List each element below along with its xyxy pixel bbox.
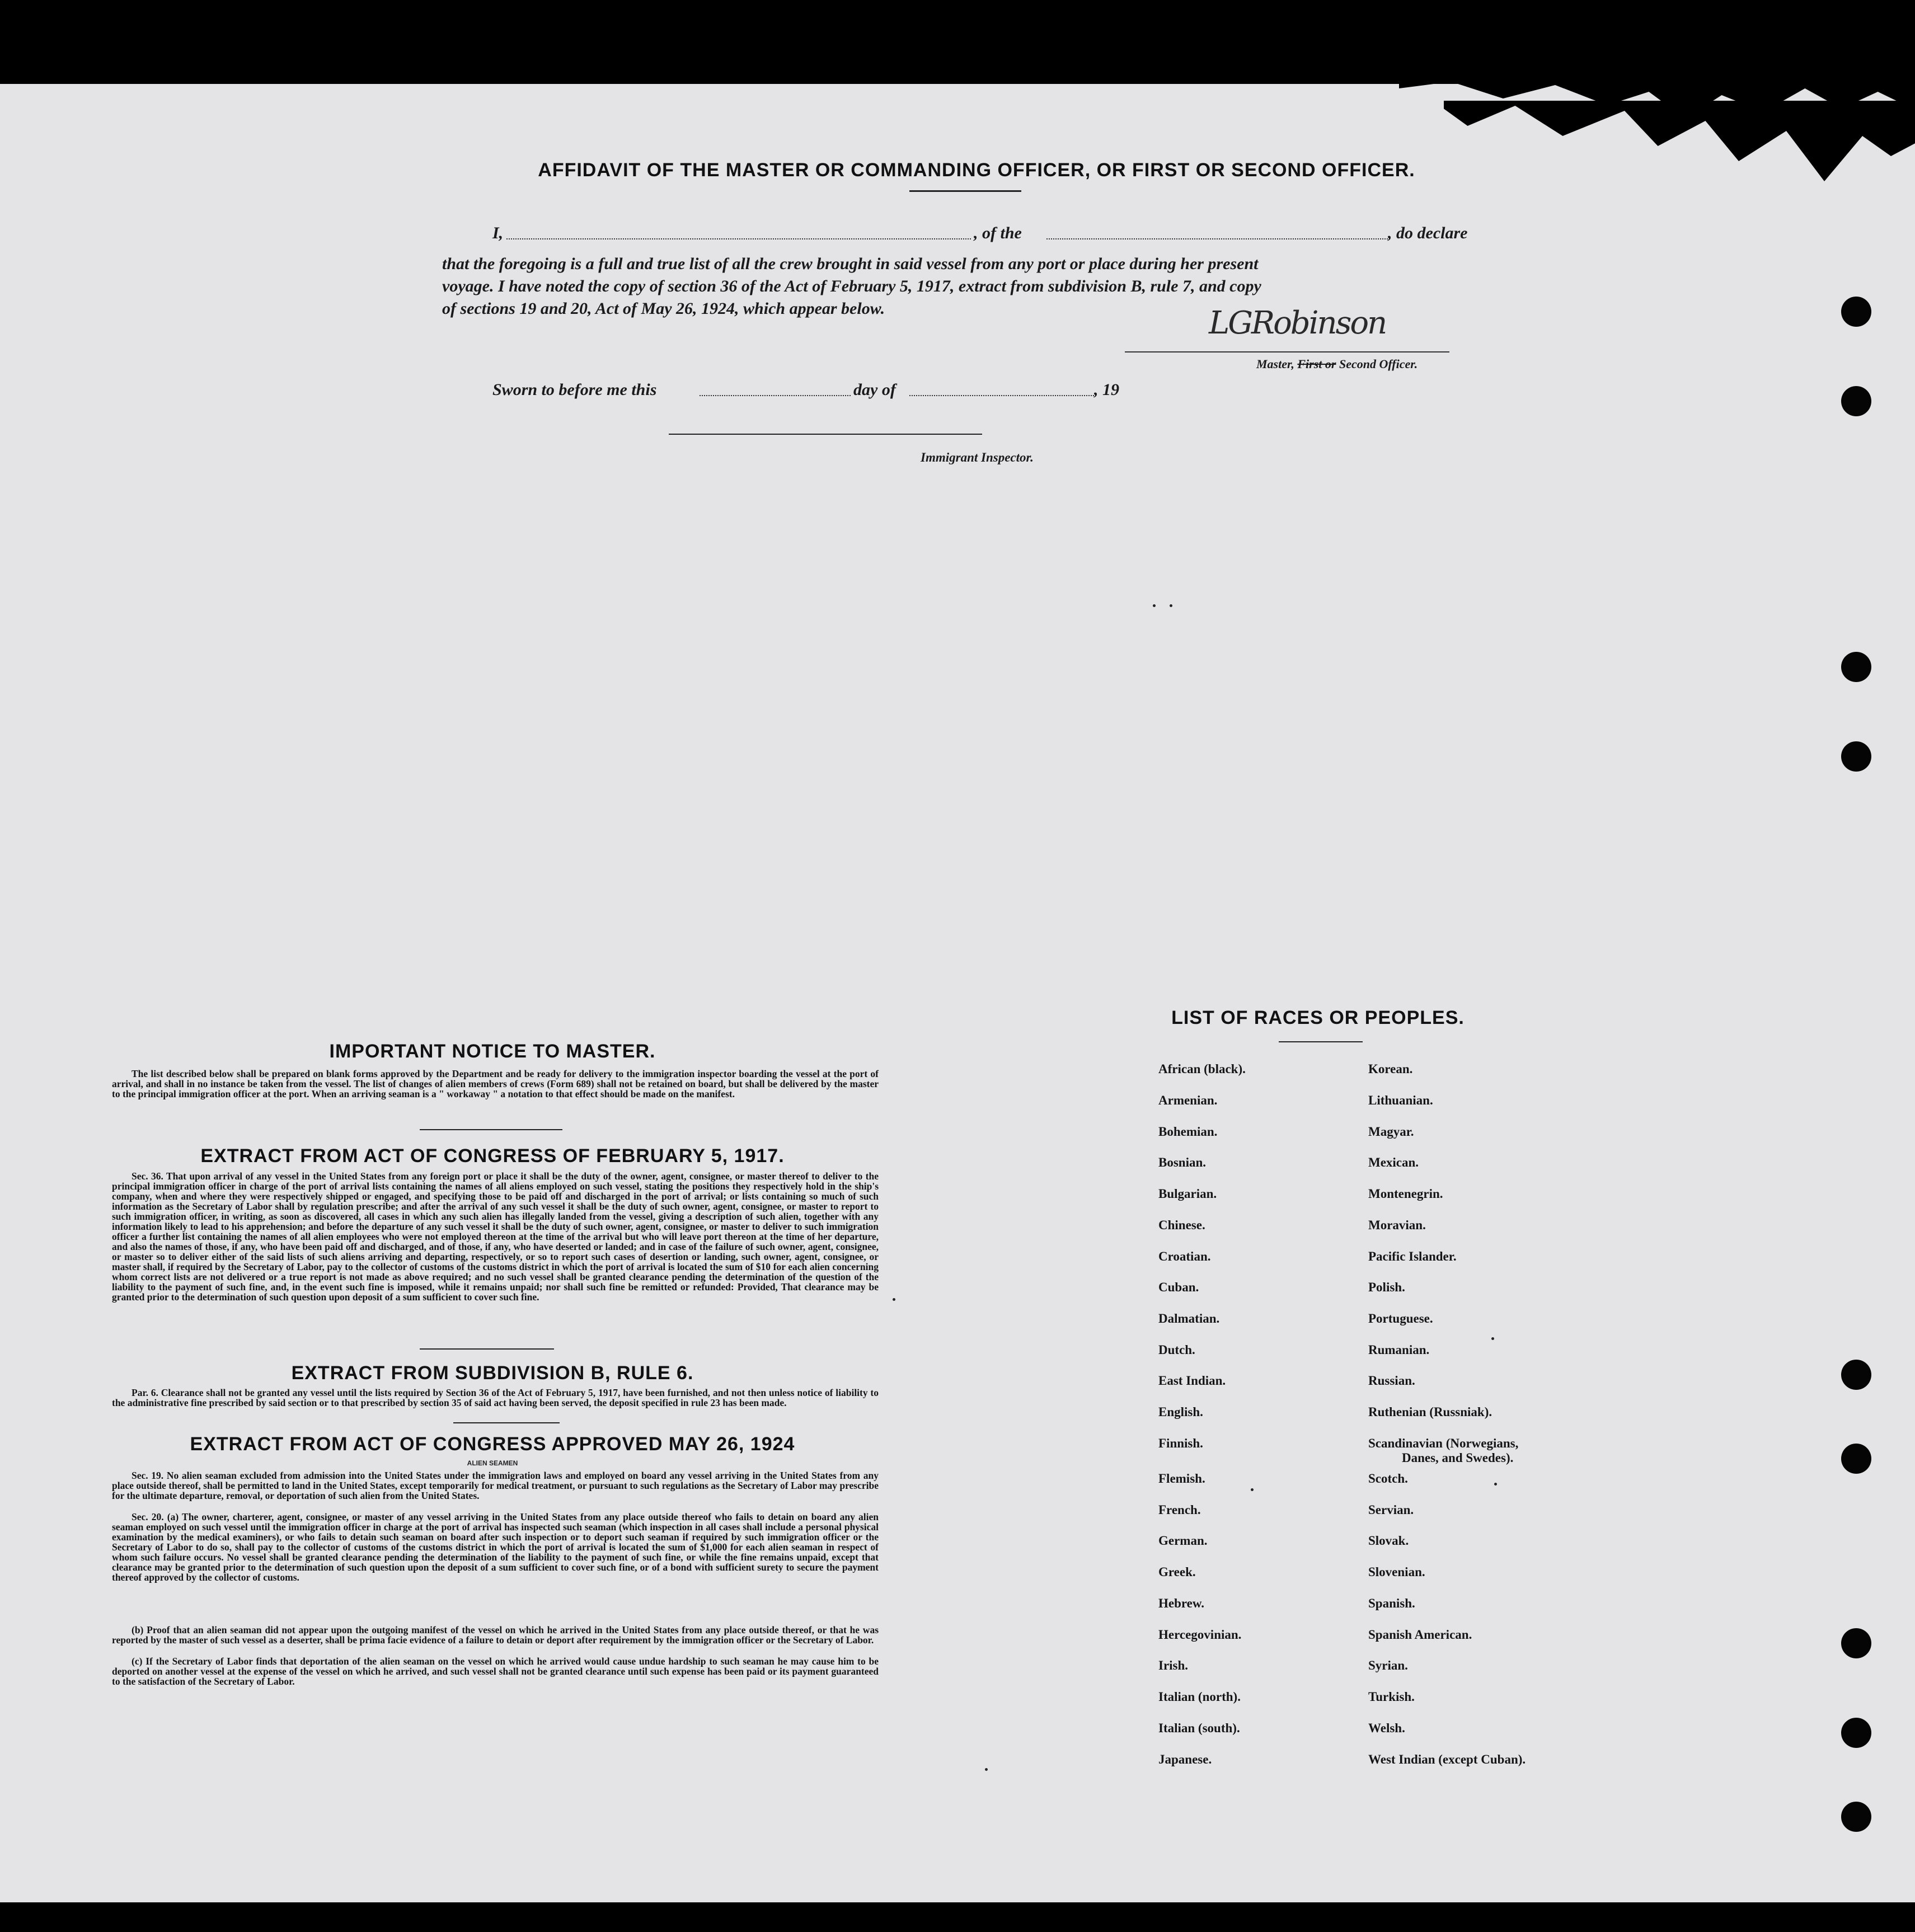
race-item: German. xyxy=(1158,1534,1208,1548)
divider xyxy=(420,1348,554,1350)
race-item: Spanish American. xyxy=(1368,1628,1472,1642)
caption-rest: Second Officer. xyxy=(1339,357,1418,371)
race-item: Scandinavian (Norwegians, xyxy=(1368,1436,1519,1450)
punch-hole xyxy=(1841,297,1871,327)
punch-hole xyxy=(1841,1718,1871,1748)
punch-hole xyxy=(1841,652,1871,682)
race-item: Hercegovinian. xyxy=(1158,1628,1242,1642)
scan-speck xyxy=(1170,604,1172,607)
caption-struck: First or xyxy=(1297,357,1336,371)
race-item: Slovenian. xyxy=(1368,1565,1425,1579)
race-item: Pacific Islander. xyxy=(1368,1249,1457,1263)
race-item: Welsh. xyxy=(1368,1721,1405,1735)
race-item: Dalmatian. xyxy=(1158,1311,1220,1325)
declaration-body-line-2: that the foregoing is a full and true list of all the crew brought in said vessel from any port or place during her present xyxy=(442,255,1259,273)
punch-hole xyxy=(1841,741,1871,772)
extract-1917-title: EXTRACT FROM ACT OF CONGRESS OF FEBRUARY 5, 1917. xyxy=(200,1145,785,1167)
punch-hole xyxy=(1841,1628,1871,1658)
race-item: Magyar. xyxy=(1368,1125,1414,1139)
race-item: Korean. xyxy=(1368,1062,1413,1076)
race-item: Hebrew. xyxy=(1158,1596,1204,1610)
race-item: Croatian. xyxy=(1158,1249,1211,1263)
extract-1924-sec20a: Sec. 20. (a) The owner, charterer, agent, consignee, or master of any vessel arriving in the United States from any place outside thereof who fails to detain on board any alien seaman employed on such vessel until the immigration officer in charge at the port of arrival has inspected such seaman (which inspection in all cases shall include a personal physical examination by the medical examiners), or who fails to detain such seaman on board after such inspection or to deport such seaman if required by such immigration officer or the Secretary of Labor to do so, shall pay to the collector of customs of the customs district in which the port of arrival is located the sum of $1,000 for each alien seaman in respect of whom such failure occurs. No vessel shall be granted clearance pending the determination of the liability to the payment of such fine, or while the fine remains unpaid, except that clearance may be granted prior to the determination of such question upon the deposit of a sum sufficient to cover such fine, or of a bond with sufficient surety to secure the payment thereof approved by the collector of customs. xyxy=(112,1511,879,1583)
sworn-day-of: day of xyxy=(853,380,896,399)
race-item: Danes, and Swedes). xyxy=(1402,1451,1514,1465)
declare-line-i: I, xyxy=(492,224,504,242)
race-item: Russian. xyxy=(1368,1374,1415,1388)
race-item: East Indian. xyxy=(1158,1374,1226,1388)
race-item: Portuguese. xyxy=(1368,1311,1433,1325)
scan-speck xyxy=(893,1298,895,1301)
race-item: Ruthenian (Russniak). xyxy=(1368,1405,1492,1419)
race-item: Mexican. xyxy=(1368,1155,1419,1169)
race-item: Bohemian. xyxy=(1158,1125,1218,1139)
race-item: Cuban. xyxy=(1158,1280,1199,1294)
rule6-title: EXTRACT FROM SUBDIVISION B, RULE 6. xyxy=(291,1362,694,1384)
scan-speck xyxy=(1153,604,1156,607)
sworn-prefix: Sworn to before me this xyxy=(492,380,657,399)
race-item: Greek. xyxy=(1158,1565,1196,1579)
race-item: West Indian (except Cuban). xyxy=(1368,1752,1526,1766)
rule6-text: Par. 6. Clearance shall not be granted any vessel until the lists required by Section 36 of the Act of February 5, 1917, have been furnished, and not then unless notice of liability to the administrative fine prescribed by said section or to that prescribed by section 35 of said act having been served, the deposit specified in rule 23 has been made. xyxy=(112,1387,879,1408)
race-item: Irish. xyxy=(1158,1658,1189,1672)
race-item: Armenian. xyxy=(1158,1093,1218,1107)
race-item: Chinese. xyxy=(1158,1218,1205,1232)
race-item: Flemish. xyxy=(1158,1472,1205,1486)
divider xyxy=(453,1422,560,1423)
punch-hole xyxy=(1841,1802,1871,1832)
extract-1924-sec20c: (c) If the Secretary of Labor finds that deportation of the alien seaman on the vessel on which he arrived would cause undue hardship to such seaman he may cause him to be deported on another vessel at the expense of the vessel on which he arrived, and such vessel shall not be granted clearance until such expense has been paid or its payment guaranteed to the satisfaction of the Secretary of Labor. xyxy=(112,1656,879,1687)
vessel-blank xyxy=(1046,238,1388,239)
punch-hole xyxy=(1841,1360,1871,1390)
signature-line xyxy=(1125,351,1449,352)
punch-hole xyxy=(1841,386,1871,416)
notice-text: The list described below shall be prepared on blank forms approved by the Department and be ready for delivery to the immigration inspector boarding the vessel at the port of arrival, and shall in no instance be taken from the vessel. The list of changes of alien members of crews (Form 689) shall not be retained on board, but shall be delivered by the master to the principal immigration officer at the port. When an arriving seaman is a " workaway " a notation to that effect should be made on the manifest. xyxy=(112,1068,879,1099)
race-item: French. xyxy=(1158,1503,1201,1517)
race-item: Spanish. xyxy=(1368,1596,1415,1610)
race-item: Italian (south). xyxy=(1158,1721,1240,1735)
scan-speck xyxy=(1251,1488,1254,1491)
torn-edge-2 xyxy=(1444,101,1915,201)
race-item: Bosnian. xyxy=(1158,1155,1207,1169)
notice-title: IMPORTANT NOTICE TO MASTER. xyxy=(329,1041,656,1062)
declaration-body-line-4: of sections 19 and 20, Act of May 26, 1924, which appear below. xyxy=(442,299,885,318)
race-item: Slovak. xyxy=(1368,1534,1409,1548)
race-item: African (black). xyxy=(1158,1062,1246,1076)
extract-1924-subtitle: ALIEN SEAMEN xyxy=(467,1459,518,1467)
sworn-year: , 19 xyxy=(1094,380,1119,399)
document-page xyxy=(0,84,1915,1902)
race-item: Moravian. xyxy=(1368,1218,1426,1232)
race-item: English. xyxy=(1158,1405,1203,1419)
race-item: Bulgarian. xyxy=(1158,1187,1217,1201)
declare-line-of-the: , of the xyxy=(974,224,1022,242)
race-item: Japanese. xyxy=(1158,1752,1212,1766)
extract-1924-sec19: Sec. 19. No alien seaman excluded from admission into the United States under the immigration laws and employed on board any vessel arriving in the United States from any place outside thereof, shall be permitted to land in the United States, except temporarily for medical treatment, or pursuant to such regulations as the Secretary of Labor may prescribe for the ultimate departure, removal, or deportation of such alien from the United States. xyxy=(112,1470,879,1501)
races-underline xyxy=(1279,1041,1363,1042)
inspector-line xyxy=(669,434,982,435)
race-item: Lithuanian. xyxy=(1368,1093,1433,1107)
extract-1924-title: EXTRACT FROM ACT OF CONGRESS APPROVED MAY 26, 1924 xyxy=(190,1433,795,1455)
race-item: Servian. xyxy=(1368,1503,1414,1517)
race-item: Syrian. xyxy=(1368,1658,1408,1672)
caption-master: Master, xyxy=(1256,357,1294,371)
race-item: Scotch. xyxy=(1368,1472,1408,1486)
signature-caption xyxy=(1256,357,1418,372)
master-signature: LGRobinson xyxy=(1209,305,1386,341)
race-item: Rumanian. xyxy=(1368,1343,1430,1357)
sworn-day-blank xyxy=(700,395,851,396)
scan-speck xyxy=(1491,1337,1494,1340)
race-item: Italian (north). xyxy=(1158,1690,1241,1704)
sworn-month-blank xyxy=(909,395,1094,396)
races-title: LIST OF RACES OR PEOPLES. xyxy=(1171,1007,1465,1028)
divider xyxy=(420,1129,562,1130)
name-blank xyxy=(506,238,971,239)
extract-1917-text: Sec. 36. That upon arrival of any vessel in the United States from any foreign port or place it shall be the duty of the owner, agent, consignee, or master thereof to deliver to the principal immigration officer in charge of the port of arrival lists containing the names of all aliens employed on such vessel, stating the positions they respectively hold in the ship's company, when and where they were respectively shipped or engaged, and specifying those to be paid off and discharged in the port of arrival; or lists containing so much of such information as the Secretary of Labor shall by regulation prescribe; and after the arrival of any such vessel it shall be the duty of such owner, agent, consignee, or master to report to such immigration officer, in writing, as soon as discovered, all cases in which any such alien has illegally landed from the vessel, giving a description of such alien, together with any information likely to lead to his apprehension; and before the departure of any such vessel it shall be the duty of such owner, agent, consignee, or master to deliver to such immigration officer a further list containing the names of all alien employees who were not employed thereon at the time of the arrival but who will leave port thereon at the time of her departure, and also the names of those, if any, who have been paid off and discharged, and of those, if any, who have deserted or landed; and in case of the failure of such owner, agent, consignee, or master so to deliver either of the said lists of such aliens arriving and departing, respectively, or so to report such cases of desertion or landing, such owner, agent, consignee, or master shall, if required by the Secretary of Labor, pay to the collector of customs of the customs district in which the port of arrival is located the sum of $10 for each alien concerning whom correct lists are not delivered or a true report is not made as above required; and no such vessel shall be granted clearance pending the determination of the question of the liability to the payment of such fine, and, in the event such fine is imposed, while it remains unpaid; nor shall such fine be remitted or refunded: Provided, That clearance may be granted prior to the determination of such question upon deposit of a sum sufficient to cover such fine. xyxy=(112,1171,879,1303)
race-item: Polish. xyxy=(1368,1280,1405,1294)
punch-hole xyxy=(1841,1444,1871,1474)
declaration-body-line-3: voyage. I have noted the copy of section 36 of the Act of February 5, 1917, extract from subdivision B, rule 7, and copy xyxy=(442,277,1261,295)
scan-speck xyxy=(985,1768,988,1771)
race-item: Turkish. xyxy=(1368,1690,1415,1704)
extract-1924-sec20b: (b) Proof that an alien seaman did not appear upon the outgoing manifest of the vessel on which he arrived in the United States from any place outside thereof, or that he was reported by the master of such vessel as a deserter, shall be prima facie evidence of a failure to detain or deport after requirement by the immigration officer or the Secretary of Labor. xyxy=(112,1624,879,1646)
race-item: Finnish. xyxy=(1158,1436,1203,1450)
race-item: Montenegrin. xyxy=(1368,1187,1443,1201)
affidavit-title: AFFIDAVIT OF THE MASTER OR COMMANDING OFFICER, OR FIRST OR SECOND OFFICER. xyxy=(538,159,1415,181)
declare-line-do-declare: , do declare xyxy=(1388,224,1468,242)
race-item: Dutch. xyxy=(1158,1343,1195,1357)
scan-speck xyxy=(1494,1483,1497,1486)
inspector-label: Immigrant Inspector. xyxy=(921,450,1034,464)
title-underline xyxy=(909,190,1021,192)
